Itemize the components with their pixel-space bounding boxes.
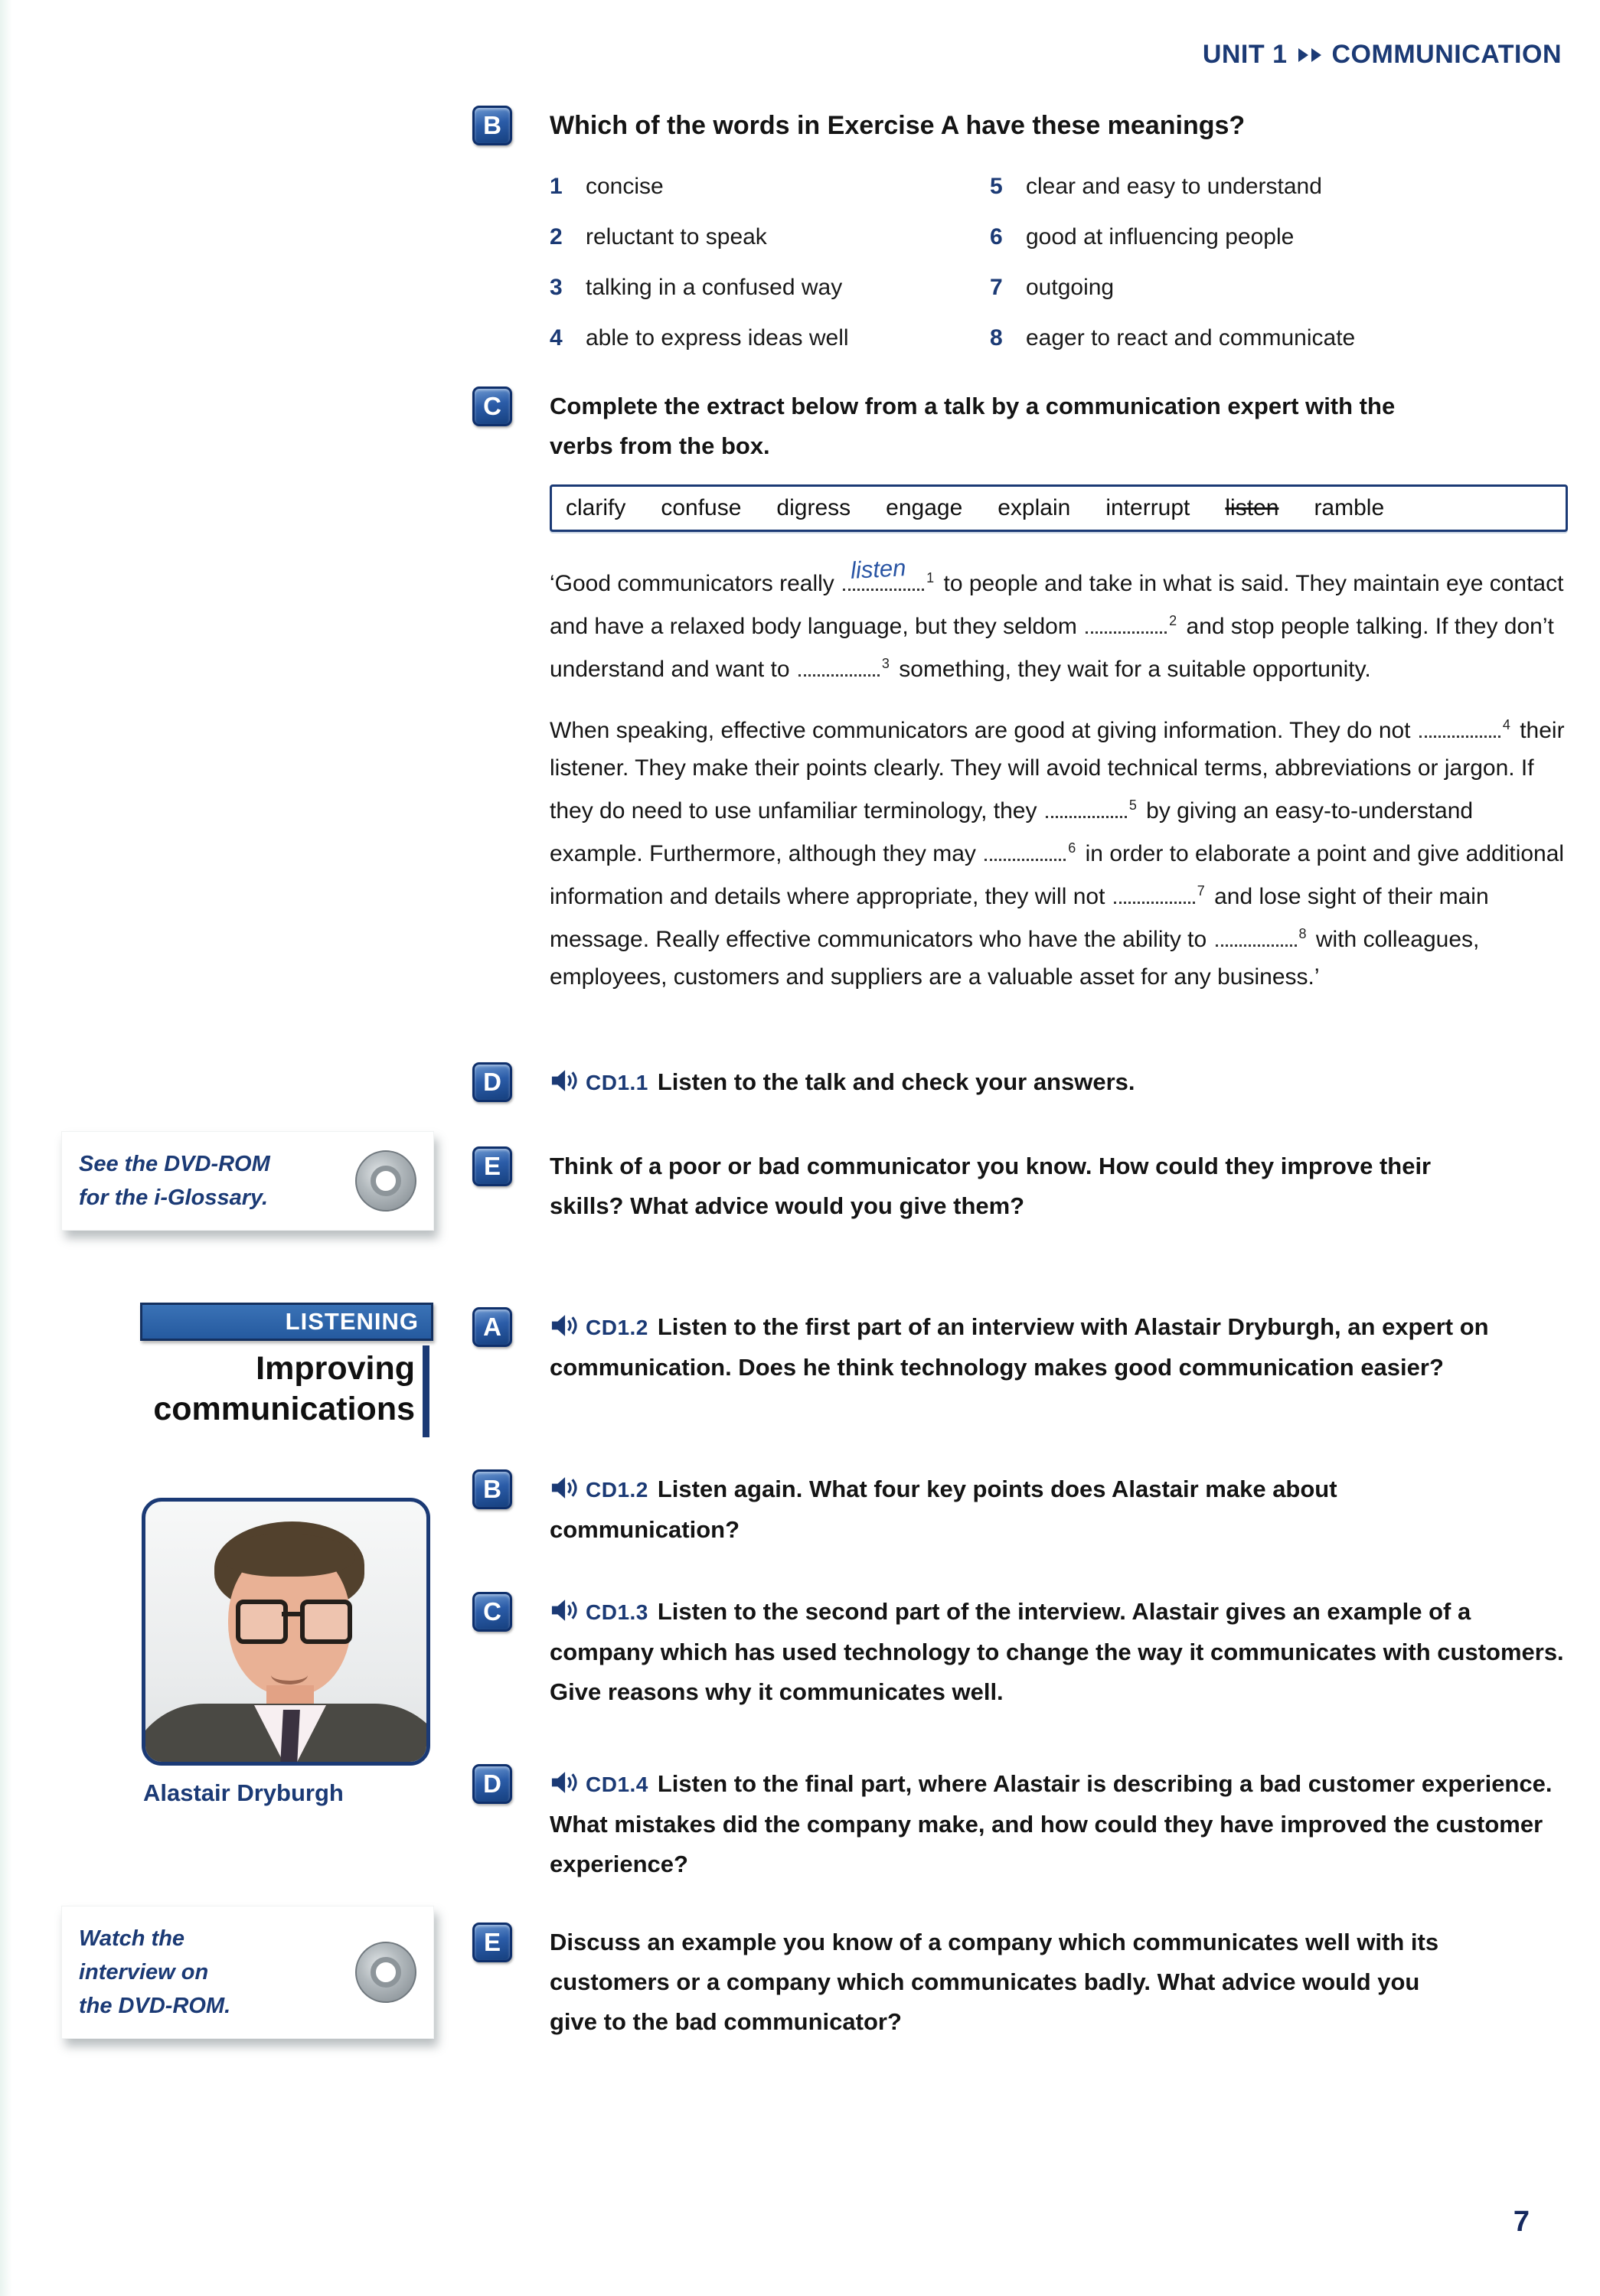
exercise-letter-badge-d2: D xyxy=(472,1764,512,1804)
item-text: eager to react and communicate xyxy=(1026,325,1356,351)
note-line: Watch the xyxy=(79,1926,185,1951)
exercise-c-title: Complete the extract below from a talk by a communication expert with the verbs from the box. xyxy=(550,393,1396,459)
extract-segment: their listener. They make their points clearly. They will avoid technical terms, abbreviations or jargon. If they do need to use unfamiliar terminology, they xyxy=(550,718,1565,823)
verb-word-box xyxy=(550,484,1568,532)
note-line: for the i-Glossary. xyxy=(79,1186,269,1210)
gap-number: 8 xyxy=(1298,926,1307,941)
list-item xyxy=(550,222,990,252)
gap-number: 5 xyxy=(1128,797,1137,813)
photo-tie xyxy=(280,1710,300,1765)
gap-blank-5 xyxy=(1046,808,1127,818)
gap-number: 6 xyxy=(1068,840,1076,856)
page-edge-tint xyxy=(0,0,12,2296)
item-text: able to express ideas well xyxy=(586,325,849,351)
word-option: clarify xyxy=(566,495,626,520)
cd-track-label: CD1.1 xyxy=(586,1071,648,1094)
listening-d-row xyxy=(472,1764,1560,1884)
gap-number: 2 xyxy=(1169,613,1177,628)
gap-blank-2 xyxy=(1086,624,1167,634)
exercise-e-text: Think of a poor or bad communicator you know. How could they improve their skills? What advice would you give them? xyxy=(550,1153,1432,1219)
exercise-c-row xyxy=(472,386,1568,1014)
word-option: engage xyxy=(886,495,963,520)
exercise-letter-badge-b: B xyxy=(472,106,512,145)
word-option: ramble xyxy=(1314,495,1385,520)
cd-disc-icon xyxy=(355,1942,416,2003)
list-item xyxy=(990,171,1355,201)
listening-a-row xyxy=(472,1307,1514,1388)
dvd-rom-glossary-note xyxy=(61,1131,434,1231)
speaker-icon xyxy=(550,1314,579,1337)
item-number: 2 xyxy=(550,224,563,249)
list-item xyxy=(550,171,990,201)
list-item xyxy=(990,323,1355,353)
extract-segment: by giving an easy-to-understand example. Furthermore, although they may xyxy=(550,798,1474,866)
extract-segment: with colleagues, employees, customers and suppliers are a valuable asset for any business.’ xyxy=(550,927,1480,990)
listening-a-text: Listen to the first part of an interview with Alastair Dryburgh, an expert on communication. Does he think technology makes good communication easier? xyxy=(550,1313,1489,1381)
speaker-icon xyxy=(550,1599,579,1622)
item-text: outgoing xyxy=(1026,275,1115,300)
exercise-b-row xyxy=(472,106,1355,353)
listening-e-text: Discuss an example you know of a company which communicates well with its customers or a company which communicates badly. What advice would you give to the bad communicator? xyxy=(550,1929,1439,2035)
item-number: 5 xyxy=(990,174,1003,199)
item-number: 8 xyxy=(990,325,1003,351)
extract-segment: in order to elaborate a point and give additional information and details where appropriate, they will not xyxy=(550,841,1565,909)
note-line: interview on xyxy=(79,1960,209,1985)
double-arrow-icon xyxy=(1298,48,1321,62)
item-text: clear and easy to understand xyxy=(1026,174,1322,199)
list-item xyxy=(550,323,990,353)
unit-title: COMMUNICATION xyxy=(1331,40,1562,69)
listening-c-row xyxy=(472,1592,1576,1712)
exercise-b-title: Which of the words in Exercise A have these meanings? xyxy=(550,111,1246,140)
exercise-d-text: Listen to the talk and check your answers. xyxy=(657,1068,1135,1095)
listening-section-tab: LISTENING xyxy=(140,1303,433,1341)
photo-glasses-right xyxy=(300,1600,352,1644)
word-option: interrupt xyxy=(1105,495,1190,520)
cd-disc-hole xyxy=(371,1957,401,1988)
extract-segment: and lose sight of their main message. Really effective communicators who have the ability to xyxy=(550,884,1489,952)
note-line: See the DVD-ROM xyxy=(79,1152,270,1176)
exercise-e-row xyxy=(472,1146,1438,1226)
item-text: reluctant to speak xyxy=(586,224,767,249)
extract-paragraph-2 xyxy=(550,706,1568,996)
exercise-letter-badge-a: A xyxy=(472,1307,512,1347)
vocab-list xyxy=(550,171,1355,353)
exercise-letter-badge-c2: C xyxy=(472,1592,512,1632)
listening-section-title xyxy=(61,1349,415,1430)
word-option: confuse xyxy=(661,495,742,520)
exercise-d-row xyxy=(472,1062,1135,1103)
gap-blank-8 xyxy=(1216,937,1297,947)
item-text: talking in a confused way xyxy=(586,275,843,300)
gap-blank-7 xyxy=(1114,894,1195,904)
gap-blank-1 xyxy=(843,554,924,591)
cd-track-label: CD1.3 xyxy=(586,1600,648,1624)
item-text: good at influencing people xyxy=(1026,224,1295,249)
cd-track-label: CD1.2 xyxy=(586,1316,648,1339)
cd-track-label: CD1.2 xyxy=(586,1478,648,1502)
gap-number: 3 xyxy=(881,656,890,671)
speaker-icon xyxy=(550,1476,579,1499)
gap-number: 1 xyxy=(926,570,935,585)
extract-segment: something, they wait for a suitable opportunity. xyxy=(892,657,1371,682)
extract-text xyxy=(550,554,1568,996)
page-number: 7 xyxy=(1513,2206,1530,2238)
list-item xyxy=(990,272,1355,302)
exercise-letter-badge-b2: B xyxy=(472,1469,512,1509)
photo-glasses-bridge xyxy=(282,1612,302,1616)
exercise-letter-badge-c: C xyxy=(472,386,512,426)
listening-c-text: Listen to the second part of the interview. Alastair gives an example of a company which has used technology to change the way it communicates with customers. Give reasons why it communicates well. xyxy=(550,1598,1564,1705)
exercise-letter-badge-d: D xyxy=(472,1062,512,1102)
glossary-note-text xyxy=(79,1147,343,1215)
unit-header xyxy=(1203,40,1562,70)
photo-glasses-left xyxy=(236,1600,288,1644)
item-text: concise xyxy=(586,174,664,199)
gap-blank-4 xyxy=(1419,728,1500,738)
gap-blank-6 xyxy=(984,851,1066,861)
exercise-letter-badge-e: E xyxy=(472,1146,512,1186)
extract-segment: ‘Good communicators really xyxy=(550,571,841,596)
section-title-rule xyxy=(423,1345,429,1437)
photo-caption: Alastair Dryburgh xyxy=(143,1779,344,1806)
cd-track-label: CD1.4 xyxy=(586,1773,648,1796)
extract-segment: to people and take in what is said. They maintain eye contact and have a relaxed body language, but they seldom xyxy=(550,571,1564,639)
word-option: digress xyxy=(776,495,851,520)
unit-label: UNIT 1 xyxy=(1202,40,1288,69)
section-title-line: Improving xyxy=(256,1350,415,1387)
listening-b-row xyxy=(472,1469,1491,1550)
handwritten-answer: listen xyxy=(850,554,907,584)
speaker-icon xyxy=(550,1069,579,1092)
extract-paragraph-1 xyxy=(550,554,1568,688)
gap-number: 7 xyxy=(1197,883,1205,899)
photo-smile xyxy=(271,1665,308,1684)
dvd-note-text xyxy=(79,1922,343,2023)
note-line: the DVD-ROM. xyxy=(79,1994,231,2018)
cd-disc-icon xyxy=(355,1150,416,1212)
item-number: 4 xyxy=(550,325,563,351)
word-option-crossed-out: listen xyxy=(1225,495,1279,520)
exercise-letter-badge-e2: E xyxy=(472,1923,512,1962)
word-option: explain xyxy=(998,495,1071,520)
section-title-line: communications xyxy=(153,1391,415,1427)
list-item xyxy=(990,222,1355,252)
gap-blank-3 xyxy=(798,667,880,677)
item-number: 6 xyxy=(990,224,1003,249)
list-item xyxy=(550,272,990,302)
item-number: 1 xyxy=(550,174,563,199)
item-number: 3 xyxy=(550,275,563,300)
gap-number: 4 xyxy=(1502,717,1510,732)
cd-disc-hole xyxy=(371,1166,401,1196)
alastair-dryburgh-photo xyxy=(142,1498,430,1766)
listening-d-text: Listen to the final part, where Alastair is describing a bad customer experience. What mistakes did the company make, and how could they have improved the customer experience? xyxy=(550,1770,1553,1877)
extract-segment: When speaking, effective communicators are good at giving information. They do not xyxy=(550,718,1417,743)
item-number: 7 xyxy=(990,275,1003,300)
photo-fringe xyxy=(224,1534,355,1577)
speaker-icon xyxy=(550,1771,579,1794)
listening-b-text: Listen again. What four key points does Alastair make about communication? xyxy=(550,1476,1337,1543)
dvd-rom-interview-note xyxy=(61,1906,434,2039)
extract-segment: and stop people talking. If they don’t understand and want to xyxy=(550,614,1554,682)
listening-e-row xyxy=(472,1923,1453,2042)
